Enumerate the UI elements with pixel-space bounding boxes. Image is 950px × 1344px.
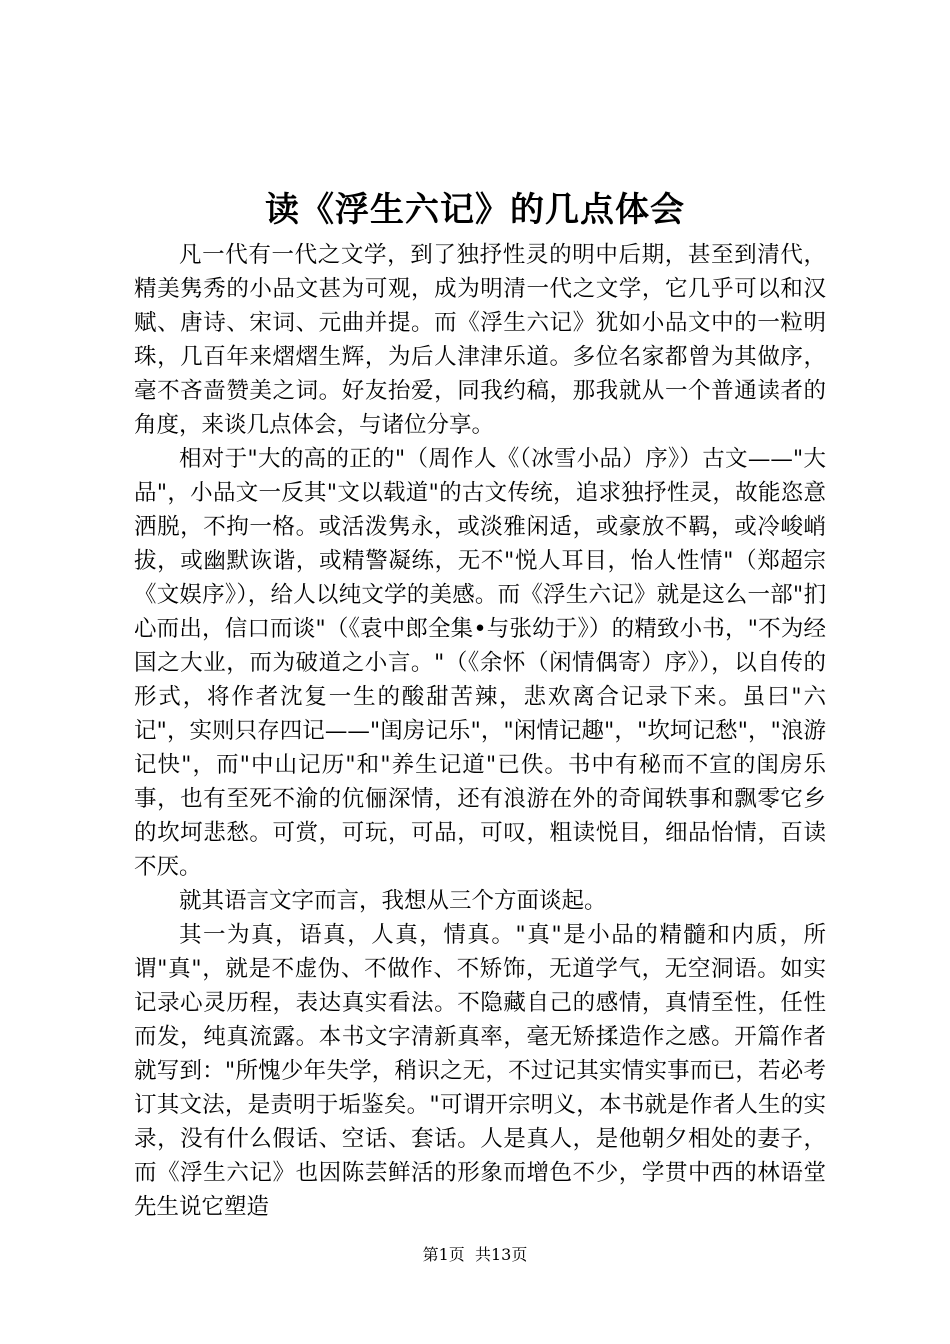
footer-spacer <box>465 1245 475 1264</box>
page-total: 共13页 <box>474 1245 528 1264</box>
paragraph: 就其语言文字而言，我想从三个方面谈起。 <box>179 888 607 914</box>
paragraph: 其一为真，语真，人真，情真。"真"是小品的精髓和内质，所谓"真"，就是不虚伪、不做作、不矫饰，无道学气，无空洞语。如实记录心灵历程，表达真实看法。不隐藏自己的感情，真情至性，任性而发，纯真流露。本书文字清新真率，毫无矫揉造作之感。开篇作者就写到："所愧少年失学，稍识之无，不过记其实情实事而已，若必考订其文法，是责明于垢鉴矣。"可谓开宗明义，本书就是作者人生的实录，没有什么假话、空话、套话。人是真人，是他朝夕相处的妻子，而《浮生六记》也因陈芸鲜活的形象而增色不少，学贯中西的林语堂先生说它塑造 <box>134 922 826 1220</box>
document-body <box>134 238 826 1224</box>
paragraph: 相对于"大的高的正的"（周作人《（冰雪小品）序》）古文——"大品"，小品文一反其"文以载道"的古文传统，追求独抒性灵，故能恣意洒脱，不拘一格。或活泼隽永，或淡雅闲适，或豪放不羁，或冷峻峭拔，或幽默诙谐，或精警凝练，无不"悦人耳目，怡人性情"（郑超宗《文娱序》），给人以纯文学的美感。而《浮生六记》就是这么一部"扪心而出，信口而谈"（《袁中郎全集•与张幼于》）的精致小书，"不为经国之大业，而为破道之小言。"（《余怀（闲情偶寄）序》），以自传的形式，将作者沈复一生的酸甜苦辣，悲欢离合记录下来。虽曰"六记"，实则只存四记——"闺房记乐"，"闲情记趣"，"坎坷记愁"，"浪游记快"，而"中山记历"和"养生记道"已佚。书中有秘而不宣的闺房乐事，也有至死不渝的伉俪深情，还有浪游在外的奇闻轶事和飘零它乡的坎坷悲愁。可赏，可玩，可品，可叹，粗读悦目，细品怡情，百读不厌。 <box>134 446 826 880</box>
page-footer <box>0 1243 950 1267</box>
page-title: 读《浮生六记》的几点体会 <box>265 190 685 230</box>
paragraph: 凡一代有一代之文学，到了独抒性灵的明中后期，甚至到清代，精美隽秀的小品文甚为可观，成为明清一代之文学，它几乎可以和汉赋、唐诗、宋词、元曲并提。而《浮生六记》犹如小品文中的一粒明珠，几百年来熠熠生辉，为后人津津乐道。多位名家都曾为其做序，毫不吝啬赞美之词。好友抬爱，同我约稿，那我就从一个普通读者的角度，来谈几点体会，与诸位分享。 <box>134 242 826 438</box>
page-number: 第1页 <box>422 1245 465 1264</box>
